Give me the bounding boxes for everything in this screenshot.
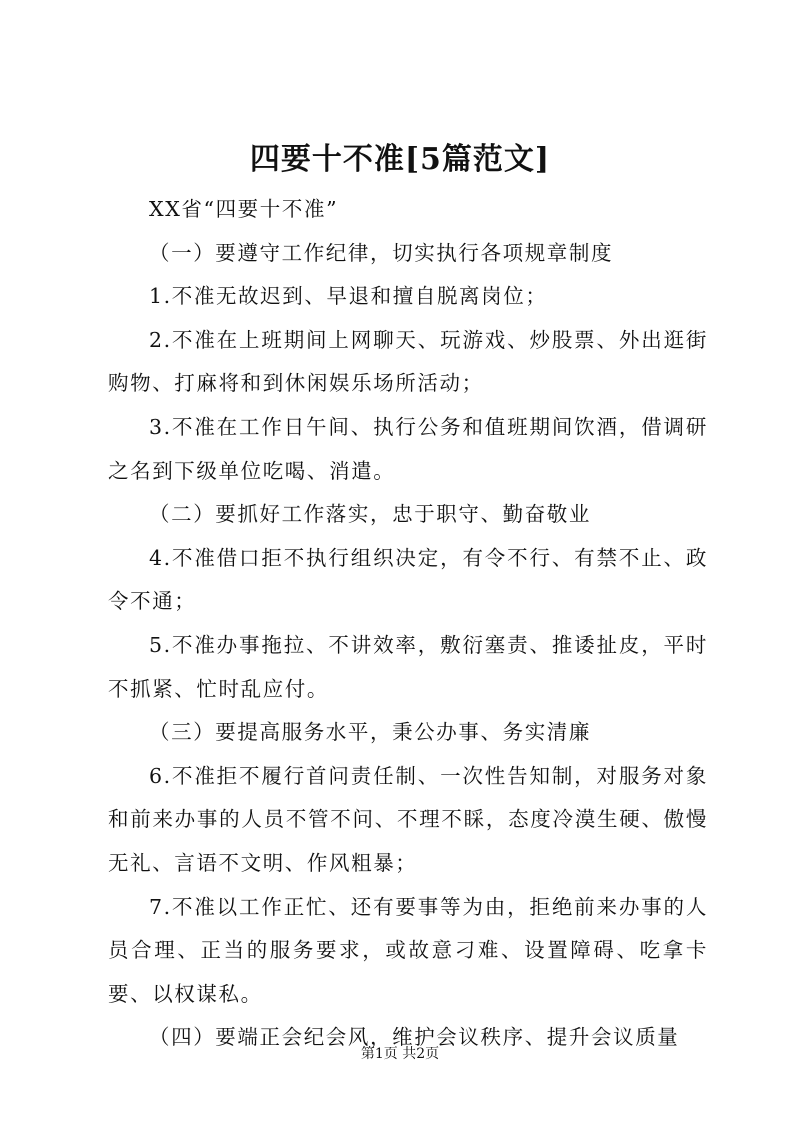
paragraph-heading: XX省“四要十不准” xyxy=(149,197,339,221)
page-indicator: 第1页 共2页 xyxy=(360,1046,440,1062)
rule-item-4: 4.不准借口拒不执行组织决定，有令不行、有禁不止、政令不通； xyxy=(108,545,708,614)
document-title: 四要十不准[5篇范文] xyxy=(249,142,551,177)
rule-item-3: 3.不准在工作日午间、执行公务和值班期间饮酒，借调研之名到下级单位吃喝、消遣。 xyxy=(108,414,708,483)
section-heading-2: （二）要抓好工作落实，忠于职守、勤奋敬业 xyxy=(149,502,591,527)
rule-item-2: 2.不准在上班期间上网聊天、玩游戏、炒股票、外出逛街购物、打麻将和到休闲娱乐场所活动； xyxy=(108,327,708,396)
document-body xyxy=(108,188,708,1060)
rule-item-5: 5.不准办事拖拉、不讲效率，敷衍塞责、推诿扯皮，平时不抓紧、忙时乱应付。 xyxy=(108,632,708,701)
rule-item-6: 6.不准拒不履行首问责任制、一次性告知制，对服务对象和前来办事的人员不管不问、不理不睬，态度冷漠生硬、傲慢无礼、言语不文明、作风粗暴； xyxy=(108,763,708,875)
section-heading-1: （一）要遵守工作纪律，切实执行各项规章制度 xyxy=(149,240,614,265)
rule-item-7: 7.不准以工作正忙、还有要事等为由，拒绝前来办事的人员合理、正当的服务要求，或故意刁难、设置障碍、吃拿卡要、以权谋私。 xyxy=(108,894,708,1006)
rule-item-1: 1.不准无故迟到、早退和擅自脱离岗位； xyxy=(149,284,548,309)
section-heading-3: （三）要提高服务水平，秉公办事、务实清廉 xyxy=(149,720,591,745)
section-heading-4: （四）要端正会纪会风，维护会议秩序、提升会议质量 xyxy=(149,1025,680,1050)
